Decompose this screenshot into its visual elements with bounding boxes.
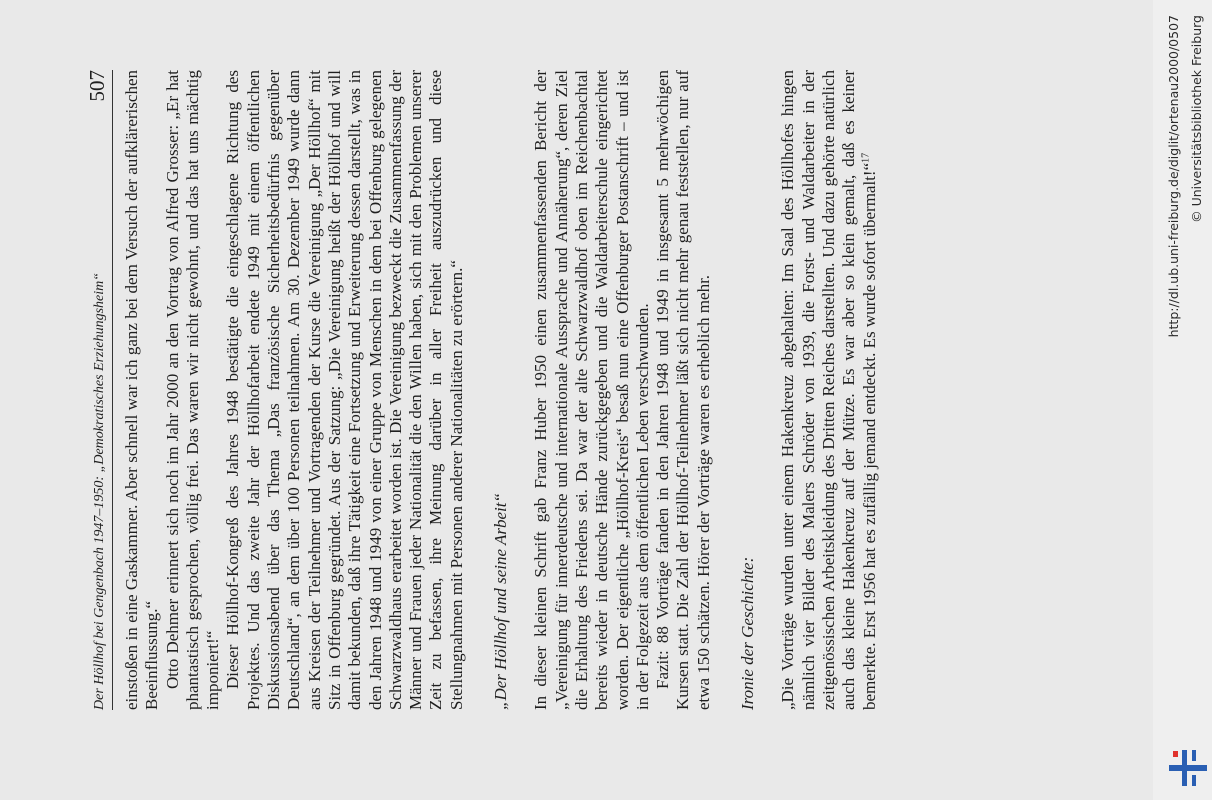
- body-text: [122, 70, 880, 710]
- running-title: Der Höllhof bei Gengenbach 1947–1950: „Demokratisches Erziehungsheim“: [92, 272, 107, 710]
- quote-text: „Die Vorträge wurden unter einem Hakenkreuz abgehalten: Im Saal des Höllhofes hingen nämlich vier Bilder des Malers Schröder von 1939, die Forst- und Waldarbeiter in der zeitgenössischen Arbeitskleidung des Dritten Reiches darstellten. Und dazu gehörte natürlich auch das kleine Hakenkreuz auf der Mütze. Es war aber so klein gemalt, daß es keiner bemerkte. Erst 1956 hat es zufällig jemand entdeckt. Es wurde sofort übermalt!“: [778, 70, 879, 710]
- paragraph: [778, 70, 879, 710]
- paragraph: einstoßen in eine Gaskammer. Aber schnell war ich ganz bei dem Versuch der aufklärerischen Beeinflussung.“: [122, 70, 162, 710]
- copyright-notice: © Universitätsbibliothek Freiburg: [1189, 15, 1204, 223]
- paragraph: Fazit: 88 Vorträge fanden in den Jahren 1948 und 1949 in insgesamt 5 mehrwöchigen Kursen statt. Die Zahl der Höllhof-Teilnehmer läßt sich nicht mehr genau feststellen, nur auf etwa 150 schätzen. Hörer der Vorträge waren es erheblich mehr.: [653, 70, 713, 710]
- source-url[interactable]: http://dl.ub.uni-freiburg.de/diglit/ortenau2000/0507: [1166, 15, 1181, 338]
- page-number: 507: [85, 70, 109, 102]
- page-header: [82, 70, 113, 710]
- paragraph: In dieser kleinen Schrift gab Franz Huber 1950 einen zusammenfassenden Bericht der „Vereinigung für innerdeutsche und internationale Aussprache und Annäherung“, deren Ziel die Erhaltung des Friedens sei. Da war der alte Schwarzwaldhof oben im Reichenbachtal bereits wieder in deutsche Hände zurückgegeben und die Waldarbeiterschule eingerichtet worden. Der eigentliche „Höllhof-Kreis“ besaß nun eine Offenburger Postanschrift – und ist in der Folgezeit aus dem öffentlichen Leben verschwunden.: [531, 70, 652, 710]
- section-heading: „Der Höllhof und seine Arbeit“: [491, 493, 511, 710]
- paragraph: Dieser Höllhof-Kongreß des Jahres 1948 bestätigte die eingeschlagene Richtung des Projektes. Und das zweite Jahr der Höllhofarbeit endete 1949 mit einem öffentlichen Diskussionsabend über das Thema „Das französische Sicherheitsbedürfnis gegenüber Deutschland“, an dem über 100 Personen teilnahmen. Am 30. Dezember 1949 wurde dann aus Kreisen der Teilnehmer und Vortragenden der Kurse die Vereinigung „Der Höllhof“ mit Sitz in Offenburg gegründet. Aus der Satzung: „Die Vereinigung heißt der Höllhof und will damit bekunden, daß ihre Tätigkeit eine Fortsetzung und Erweiterung dessen darstellt, was in den Jahren 1948 und 1949 von einer Gruppe von Menschen in dem bei Offenburg gelegenen Schwarzwaldhaus erarbeitet worden ist. Die Vereinigung bezweckt die Zusammenfassung der Männer und Frauen jeder Nationalität die den Willen haben, sich mit den Problemen unserer Zeit zu befassen, ihre Meinung darüber in aller Freiheit auszudrücken und diese Stellungnahmen mit Personen anderer Nationalitäten zu erörtern.“: [223, 70, 466, 710]
- library-watermark-strip: [1153, 0, 1212, 800]
- section-heading: Ironie der Geschichte:: [738, 556, 758, 710]
- watermark-rotated: [1153, 0, 1212, 800]
- paragraph: Otto Dehmer erinnert sich noch im Jahr 2000 an den Vortrag von Alfred Grosser: „Er hat phantastisch gesprochen, völlig frei. Das waren wir nicht gewohnt, und das hat uns mächtig imponiert!“: [162, 70, 223, 710]
- footnote-reference[interactable]: 17: [859, 152, 871, 163]
